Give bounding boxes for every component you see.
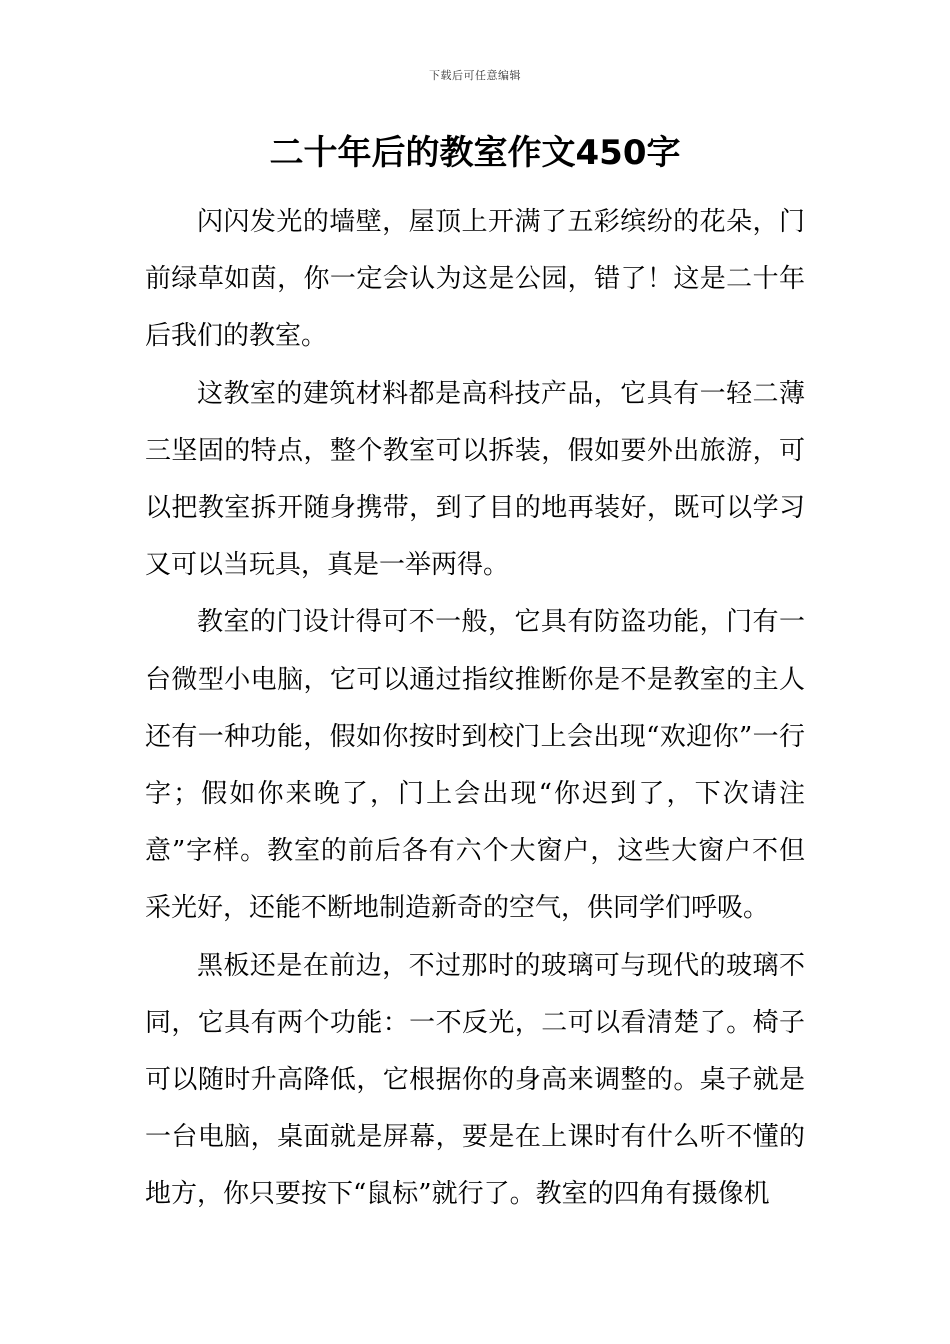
header-note: 下载后可任意编辑 [429, 69, 521, 82]
paragraph: 教室的门设计得可不一般，它具有防盗功能，门有一台微型小电脑，它可以通过指纹推断你是不是教室的主人还有一种功能，假如你按时到校门上会出现“欢迎你”一行字；假如你来晚了，门上会出现“你迟到了，下次请注意”字样。教室的前后各有六个大窗户，这些大窗户不但采光好，还能不断地制造新奇的空气，供同学们呼吸。 [145, 607, 805, 924]
paragraph: 黑板还是在前边，不过那时的玻璃可与现代的玻璃不同，它具有两个功能：一不反光，二可以看清楚了。椅子可以随时升高降低，它根据你的身高来调整的。桌子就是一台电脑，桌面就是屏幕，要是在上课时有什么听不懂的地方，你只要按下“鼠标”就行了。教室的四角有摄像机 [145, 950, 805, 1210]
document-title: 二十年后的教室作文450字 [269, 133, 681, 173]
paragraph: 闪闪发光的墙壁，屋顶上开满了五彩缤纷的花朵，门前绿草如茵，你一定会认为这是公园，错了！这是二十年后我们的教室。 [145, 207, 805, 352]
document-body [145, 194, 805, 1224]
paragraph: 这教室的建筑材料都是高科技产品，它具有一轻二薄三坚固的特点，整个教室可以拆装，假如要外出旅游，可以把教室拆开随身携带，到了目的地再装好，既可以学习又可以当玩具，真是一举两得。 [145, 378, 805, 581]
